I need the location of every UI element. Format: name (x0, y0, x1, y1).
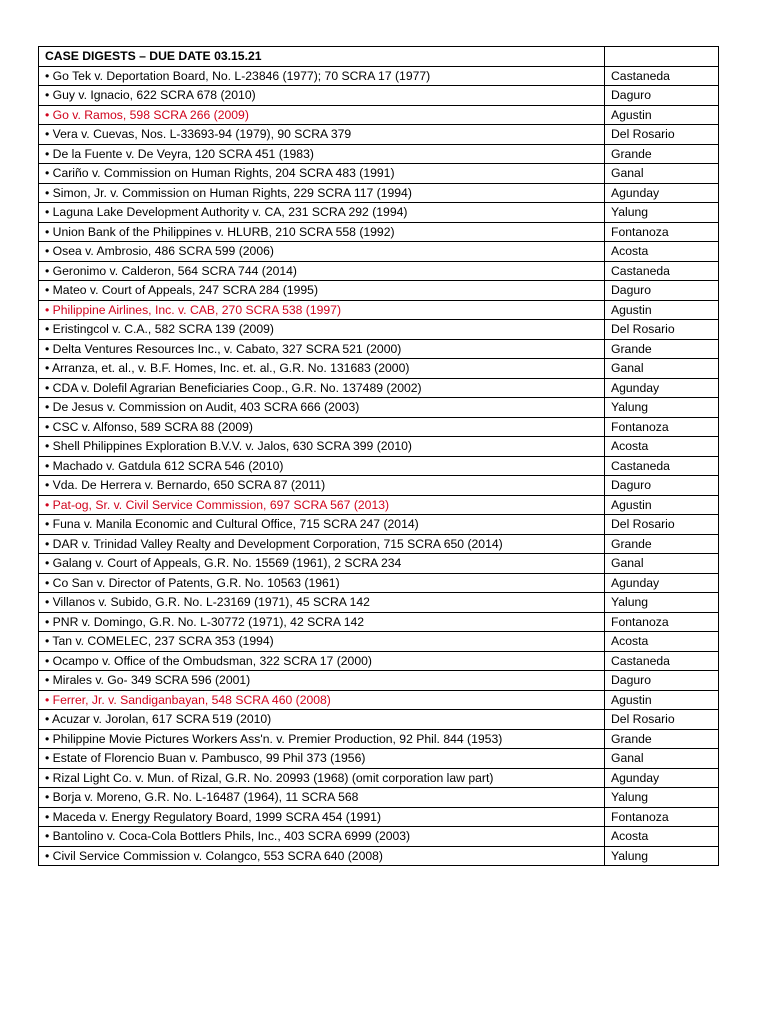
assignee-name: Yalung (605, 788, 719, 808)
assignee-name: Castaneda (605, 66, 719, 86)
table-row (39, 710, 719, 730)
table-row (39, 398, 719, 418)
case-citation: • Civil Service Commission v. Colangco, 553 SCRA 640 (2008) (39, 846, 605, 866)
case-citation: • Cariño v. Commission on Human Rights, 204 SCRA 483 (1991) (39, 164, 605, 184)
table-row (39, 612, 719, 632)
assignee-name: Ganal (605, 749, 719, 769)
case-citation: • Acuzar v. Jorolan, 617 SCRA 519 (2010) (39, 710, 605, 730)
assignee-name: Acosta (605, 632, 719, 652)
case-citation: • Vda. De Herrera v. Bernardo, 650 SCRA 87 (2011) (39, 476, 605, 496)
case-citation: • Ferrer, Jr. v. Sandiganbayan, 548 SCRA 460 (2008) (39, 690, 605, 710)
table-row (39, 807, 719, 827)
assignee-name: Del Rosario (605, 515, 719, 535)
case-citation: • Osea v. Ambrosio, 486 SCRA 599 (2006) (39, 242, 605, 262)
case-citation: • Philippine Airlines, Inc. v. CAB, 270 SCRA 538 (1997) (39, 300, 605, 320)
case-citation: • PNR v. Domingo, G.R. No. L-30772 (1971), 42 SCRA 142 (39, 612, 605, 632)
case-citation: • Bantolino v. Coca-Cola Bottlers Phils, Inc., 403 SCRA 6999 (2003) (39, 827, 605, 847)
case-citation: • Rizal Light Co. v. Mun. of Rizal, G.R. No. 20993 (1968) (omit corporation law part) (39, 768, 605, 788)
table-row (39, 437, 719, 457)
table-row (39, 846, 719, 866)
assignee-name: Grande (605, 144, 719, 164)
case-citation: • CDA v. Dolefil Agrarian Beneficiaries Coop., G.R. No. 137489 (2002) (39, 378, 605, 398)
case-citation: • Maceda v. Energy Regulatory Board, 1999 SCRA 454 (1991) (39, 807, 605, 827)
case-citation: • Shell Philippines Exploration B.V.V. v. Jalos, 630 SCRA 399 (2010) (39, 437, 605, 457)
table-row (39, 690, 719, 710)
case-citation: • Ocampo v. Office of the Ombudsman, 322 SCRA 17 (2000) (39, 651, 605, 671)
case-citation: • Tan v. COMELEC, 237 SCRA 353 (1994) (39, 632, 605, 652)
table-row (39, 515, 719, 535)
assignee-name: Del Rosario (605, 320, 719, 340)
case-citation: • Philippine Movie Pictures Workers Ass'n. v. Premier Production, 92 Phil. 844 (1953) (39, 729, 605, 749)
table-row (39, 632, 719, 652)
assignee-name: Ganal (605, 164, 719, 184)
assignee-name: Grande (605, 534, 719, 554)
table-row (39, 456, 719, 476)
assignee-name: Ganal (605, 359, 719, 379)
assignee-name: Agunday (605, 183, 719, 203)
case-citation: • Go v. Ramos, 598 SCRA 266 (2009) (39, 105, 605, 125)
assignee-name: Del Rosario (605, 125, 719, 145)
table-row (39, 476, 719, 496)
case-citation: • Geronimo v. Calderon, 564 SCRA 744 (2014) (39, 261, 605, 281)
assignee-name: Grande (605, 339, 719, 359)
table-row (39, 729, 719, 749)
assignee-name: Agustin (605, 300, 719, 320)
table-row (39, 378, 719, 398)
case-citation: • Arranza, et. al., v. B.F. Homes, Inc. et. al., G.R. No. 131683 (2000) (39, 359, 605, 379)
assignee-name: Daguro (605, 671, 719, 691)
table-row (39, 86, 719, 106)
table-row (39, 144, 719, 164)
assignee-name: Yalung (605, 593, 719, 613)
table-row (39, 203, 719, 223)
case-citation: • Delta Ventures Resources Inc., v. Cabato, 327 SCRA 521 (2000) (39, 339, 605, 359)
table-row (39, 359, 719, 379)
case-citation: • Pat-og, Sr. v. Civil Service Commission, 697 SCRA 567 (2013) (39, 495, 605, 515)
table-row (39, 300, 719, 320)
table-header-row (39, 47, 719, 67)
assignee-name: Castaneda (605, 456, 719, 476)
assignee-name: Yalung (605, 203, 719, 223)
assignee-name: Daguro (605, 281, 719, 301)
table-row (39, 417, 719, 437)
assignee-name: Grande (605, 729, 719, 749)
case-digests-table (38, 46, 719, 866)
assignee-name: Agunday (605, 378, 719, 398)
assignee-name: Agustin (605, 495, 719, 515)
assignee-name: Agustin (605, 105, 719, 125)
assignee-name: Yalung (605, 846, 719, 866)
case-citation: • Go Tek v. Deportation Board, No. L-23846 (1977); 70 SCRA 17 (1977) (39, 66, 605, 86)
table-row (39, 125, 719, 145)
assignee-name: Ganal (605, 554, 719, 574)
assignee-name: Del Rosario (605, 710, 719, 730)
table-row (39, 827, 719, 847)
table-title: CASE DIGESTS – DUE DATE 03.15.21 (39, 47, 605, 67)
case-citation: • DAR v. Trinidad Valley Realty and Development Corporation, 715 SCRA 650 (2014) (39, 534, 605, 554)
table-row (39, 651, 719, 671)
assignee-name: Acosta (605, 242, 719, 262)
table-row (39, 554, 719, 574)
table-row (39, 164, 719, 184)
assignee-name: Fontanoza (605, 222, 719, 242)
assignee-name: Agustin (605, 690, 719, 710)
table-row (39, 222, 719, 242)
case-citation: • Co San v. Director of Patents, G.R. No. 10563 (1961) (39, 573, 605, 593)
case-citation: • Simon, Jr. v. Commission on Human Rights, 229 SCRA 117 (1994) (39, 183, 605, 203)
assignee-name: Fontanoza (605, 612, 719, 632)
case-citation: • Vera v. Cuevas, Nos. L-33693-94 (1979), 90 SCRA 379 (39, 125, 605, 145)
table-row (39, 339, 719, 359)
case-citation: • Borja v. Moreno, G.R. No. L-16487 (1964), 11 SCRA 568 (39, 788, 605, 808)
case-citation: • Union Bank of the Philippines v. HLURB, 210 SCRA 558 (1992) (39, 222, 605, 242)
assignee-name: Fontanoza (605, 417, 719, 437)
case-citation: • Eristingcol v. C.A., 582 SCRA 139 (2009) (39, 320, 605, 340)
case-citation: • Mirales v. Go- 349 SCRA 596 (2001) (39, 671, 605, 691)
table-row (39, 183, 719, 203)
assignee-header (605, 47, 719, 67)
table-row (39, 671, 719, 691)
table-row (39, 261, 719, 281)
assignee-name: Fontanoza (605, 807, 719, 827)
assignee-name: Agunday (605, 573, 719, 593)
case-citation: • Villanos v. Subido, G.R. No. L-23169 (1971), 45 SCRA 142 (39, 593, 605, 613)
case-citation: • De la Fuente v. De Veyra, 120 SCRA 451 (1983) (39, 144, 605, 164)
table-row (39, 495, 719, 515)
case-citation: • De Jesus v. Commission on Audit, 403 SCRA 666 (2003) (39, 398, 605, 418)
case-citation: • CSC v. Alfonso, 589 SCRA 88 (2009) (39, 417, 605, 437)
assignee-name: Agunday (605, 768, 719, 788)
assignee-name: Yalung (605, 398, 719, 418)
assignee-name: Acosta (605, 827, 719, 847)
case-citation: • Funa v. Manila Economic and Cultural Office, 715 SCRA 247 (2014) (39, 515, 605, 535)
table-row (39, 242, 719, 262)
case-citation: • Galang v. Court of Appeals, G.R. No. 15569 (1961), 2 SCRA 234 (39, 554, 605, 574)
table-row (39, 66, 719, 86)
assignee-name: Castaneda (605, 651, 719, 671)
assignee-name: Daguro (605, 86, 719, 106)
case-citation: • Guy v. Ignacio, 622 SCRA 678 (2010) (39, 86, 605, 106)
case-digests-body (39, 47, 719, 866)
case-citation: • Mateo v. Court of Appeals, 247 SCRA 284 (1995) (39, 281, 605, 301)
table-row (39, 281, 719, 301)
table-row (39, 593, 719, 613)
table-row (39, 573, 719, 593)
table-row (39, 768, 719, 788)
case-citation: • Machado v. Gatdula 612 SCRA 546 (2010) (39, 456, 605, 476)
assignee-name: Castaneda (605, 261, 719, 281)
table-row (39, 534, 719, 554)
assignee-name: Daguro (605, 476, 719, 496)
table-row (39, 749, 719, 769)
table-row (39, 105, 719, 125)
case-citation: • Estate of Florencio Buan v. Pambusco, 99 Phil 373 (1956) (39, 749, 605, 769)
table-row (39, 788, 719, 808)
assignee-name: Acosta (605, 437, 719, 457)
case-citation: • Laguna Lake Development Authority v. CA, 231 SCRA 292 (1994) (39, 203, 605, 223)
table-row (39, 320, 719, 340)
